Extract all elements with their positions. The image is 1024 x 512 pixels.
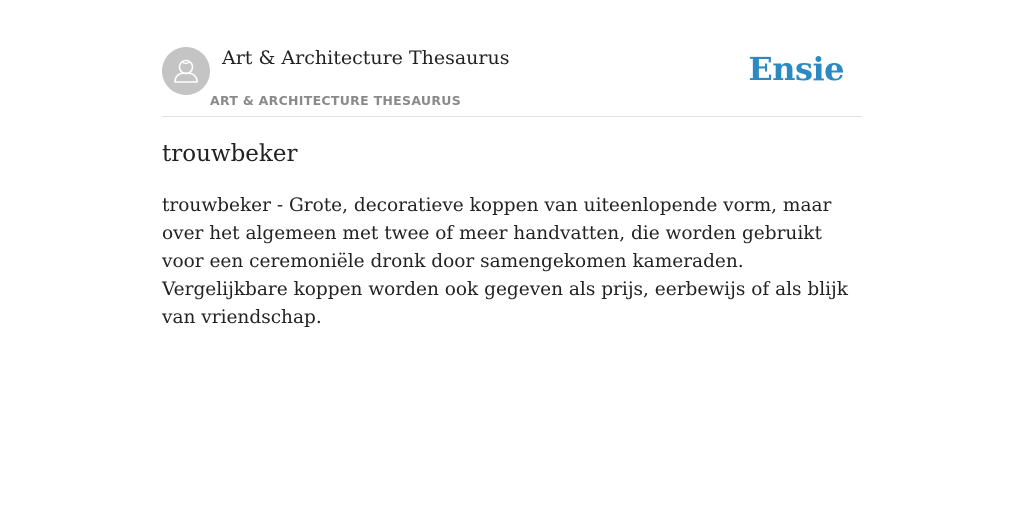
user-avatar-icon: [162, 47, 210, 95]
avatar[interactable]: [162, 47, 210, 95]
source-label[interactable]: ART & ARCHITECTURE THESAURUS: [210, 93, 462, 108]
entry-definition: trouwbeker - Grote, decoratieve koppen van uiteenlopende vorm, maar over het algemeen met twee of meer handvatten, die worden gebruikt voor een ceremoniële dronk door samengekomen kameraden. Vergelijkbare koppen worden ook gegeven als prijs, eerbewijs of als blijk van vriendschap.: [162, 195, 849, 328]
author-name[interactable]: Art & Architecture Thesaurus: [222, 47, 510, 69]
header: [162, 46, 862, 117]
entry-title: trouwbeker: [162, 141, 298, 167]
ensie-logo[interactable]: Ensie: [748, 50, 844, 88]
